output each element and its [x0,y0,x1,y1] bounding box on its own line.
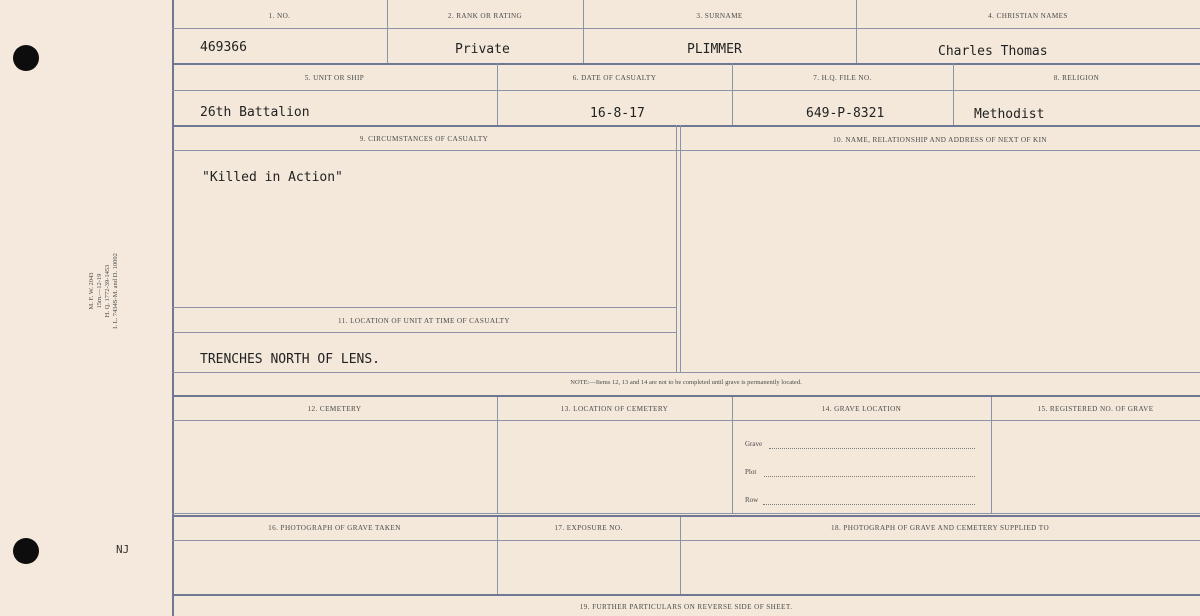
row1-header-line [172,28,1200,29]
hq-file-value: 649-P-8321 [806,106,885,121]
exposure-label: 17. EXPOSURE NO. [554,524,623,532]
left-margin [0,0,172,616]
registered-no-label: 15. REGISTERED NO. OF GRAVE [1037,405,1154,413]
margin-mark: NJ [116,543,130,556]
casualty-form [172,0,1200,616]
location-unit-label: 11. LOCATION OF UNIT AT TIME OF CASUALTY [337,317,510,325]
christian-names-value: Charles Thomas [938,44,1048,59]
note-text: NOTE:—Items 12, 13 and 14 are not to be completed until grave is permanently located. [570,379,802,386]
date-casualty-label: 6. DATE OF CASUALTY [572,74,657,82]
religion-label: 8. RELIGION [1053,74,1100,82]
location-cemetery-label: 13. LOCATION OF CEMETERY [560,405,669,413]
location-unit-value: TRENCHES NORTH OF LENS. [200,352,381,367]
row-field-label: Row [745,496,759,504]
circumstances-label: 9. CIRCUMSTANCES OF CASUALTY [359,135,489,143]
rank-value: Private [455,42,510,57]
rank-label: 2. RANK OR RATING [447,12,523,20]
surname-label: 3. SURNAME [696,12,743,20]
surname-value: PLIMMER [687,42,742,57]
photo-taken-label: 16. PHOTOGRAPH OF GRAVE TAKEN [268,524,401,532]
religion-value: Methodist [974,107,1045,122]
grave-location-label: 14. GRAVE LOCATION [821,405,902,413]
photo-supplied-label: 18. PHOTOGRAPH OF GRAVE AND CEMETERY SUPPLIED TO [830,524,1050,532]
form-identifier: M. F. W. 2043 15m.—12-19 H. Q. 1772-39-1453 I. L. 7434S-M. and D. 10002 [88,253,119,329]
unit-label: 5. UNIT OR SHIP [304,74,365,82]
plot-field-label: Plot [745,468,757,476]
punch-hole-top [13,45,39,71]
service-number-value: 469366 [200,40,247,55]
row1-bottom-line [172,63,1200,65]
circumstances-value: "Killed in Action" [202,170,343,185]
unit-value: 26th Battalion [200,105,310,120]
christian-names-label: 4. CHRISTIAN NAMES [988,12,1068,20]
date-casualty-value: 16-8-17 [590,106,645,121]
cemetery-label: 12. CEMETERY [307,405,362,413]
further-particulars-label: 19. FURTHER PARTICULARS ON REVERSE SIDE OF SHEET. [579,603,793,611]
grave-field-label: Grave [745,440,763,448]
hq-file-label: 7. H.Q. FILE NO. [813,74,872,82]
punch-hole-bottom [13,538,39,564]
no-label: 1. NO. [268,12,291,20]
next-of-kin-label: 10. NAME, RELATIONSHIP AND ADDRESS OF NEXT OF KIN [832,136,1048,144]
